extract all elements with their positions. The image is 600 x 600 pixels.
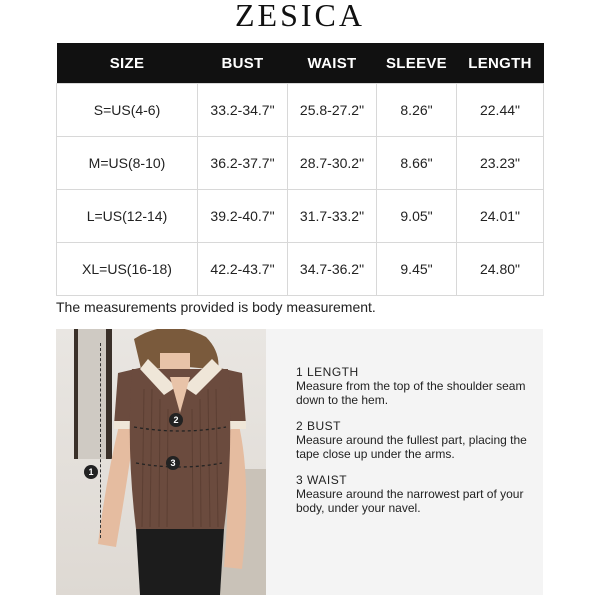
sleeve-cell: 9.45" bbox=[377, 243, 457, 296]
instruction-title: 2 BUST bbox=[296, 419, 342, 433]
length-cell: 22.44" bbox=[457, 84, 544, 137]
measurement-guide-panel bbox=[56, 329, 543, 595]
waist-cell: 25.8-27.2" bbox=[288, 84, 377, 137]
length-cell: 24.80" bbox=[457, 243, 544, 296]
marker-length: 1 bbox=[84, 465, 98, 479]
instruction-waist bbox=[296, 473, 536, 515]
bust-cell: 42.2-43.7" bbox=[198, 243, 288, 296]
bust-cell: 39.2-40.7" bbox=[198, 190, 288, 243]
bust-cell: 33.2-34.7" bbox=[198, 84, 288, 137]
sleeve-cell: 8.66" bbox=[377, 137, 457, 190]
measurement-instructions bbox=[296, 365, 536, 527]
sleeve-cell: 8.26" bbox=[377, 84, 457, 137]
table-row bbox=[57, 137, 544, 190]
table-row bbox=[57, 190, 544, 243]
length-cell: 23.23" bbox=[457, 137, 544, 190]
length-measure-line bbox=[100, 343, 101, 538]
waist-cell: 31.7-33.2" bbox=[288, 190, 377, 243]
brand-logo: ZESICA bbox=[235, 0, 365, 33]
sleeve-cell: 9.05" bbox=[377, 190, 457, 243]
table-row bbox=[57, 243, 544, 296]
header-waist: WAIST bbox=[288, 43, 377, 84]
size-cell: M=US(8-10) bbox=[57, 137, 198, 190]
size-cell: XL=US(16-18) bbox=[57, 243, 198, 296]
header-length: LENGTH bbox=[457, 43, 544, 84]
instruction-text: Measure from the top of the shoulder seam down to the hem. bbox=[296, 379, 526, 407]
length-cell: 24.01" bbox=[457, 190, 544, 243]
header-size: SIZE bbox=[57, 43, 198, 84]
instruction-text: Measure around the narrowest part of your body, under your navel. bbox=[296, 487, 524, 515]
instruction-title: 3 WAIST bbox=[296, 473, 348, 487]
measurement-note: The measurements provided is body measurement. bbox=[56, 299, 376, 315]
size-cell: L=US(12-14) bbox=[57, 190, 198, 243]
header-sleeve: SLEEVE bbox=[377, 43, 457, 84]
size-cell: S=US(4-6) bbox=[57, 84, 198, 137]
marker-waist: 3 bbox=[166, 456, 180, 470]
instruction-length bbox=[296, 365, 536, 407]
marker-bust: 2 bbox=[169, 413, 183, 427]
size-chart-table bbox=[56, 43, 544, 296]
instruction-bust bbox=[296, 419, 536, 461]
header-bust: BUST bbox=[198, 43, 288, 84]
waist-cell: 34.7-36.2" bbox=[288, 243, 377, 296]
waist-cell: 28.7-30.2" bbox=[288, 137, 377, 190]
model-illustration bbox=[56, 329, 266, 595]
instruction-title: 1 LENGTH bbox=[296, 365, 359, 379]
table-header-row bbox=[57, 43, 544, 84]
instruction-text: Measure around the fullest part, placing the tape close up under the arms. bbox=[296, 433, 527, 461]
model-photo bbox=[56, 329, 266, 595]
bust-cell: 36.2-37.7" bbox=[198, 137, 288, 190]
table-row bbox=[57, 84, 544, 137]
